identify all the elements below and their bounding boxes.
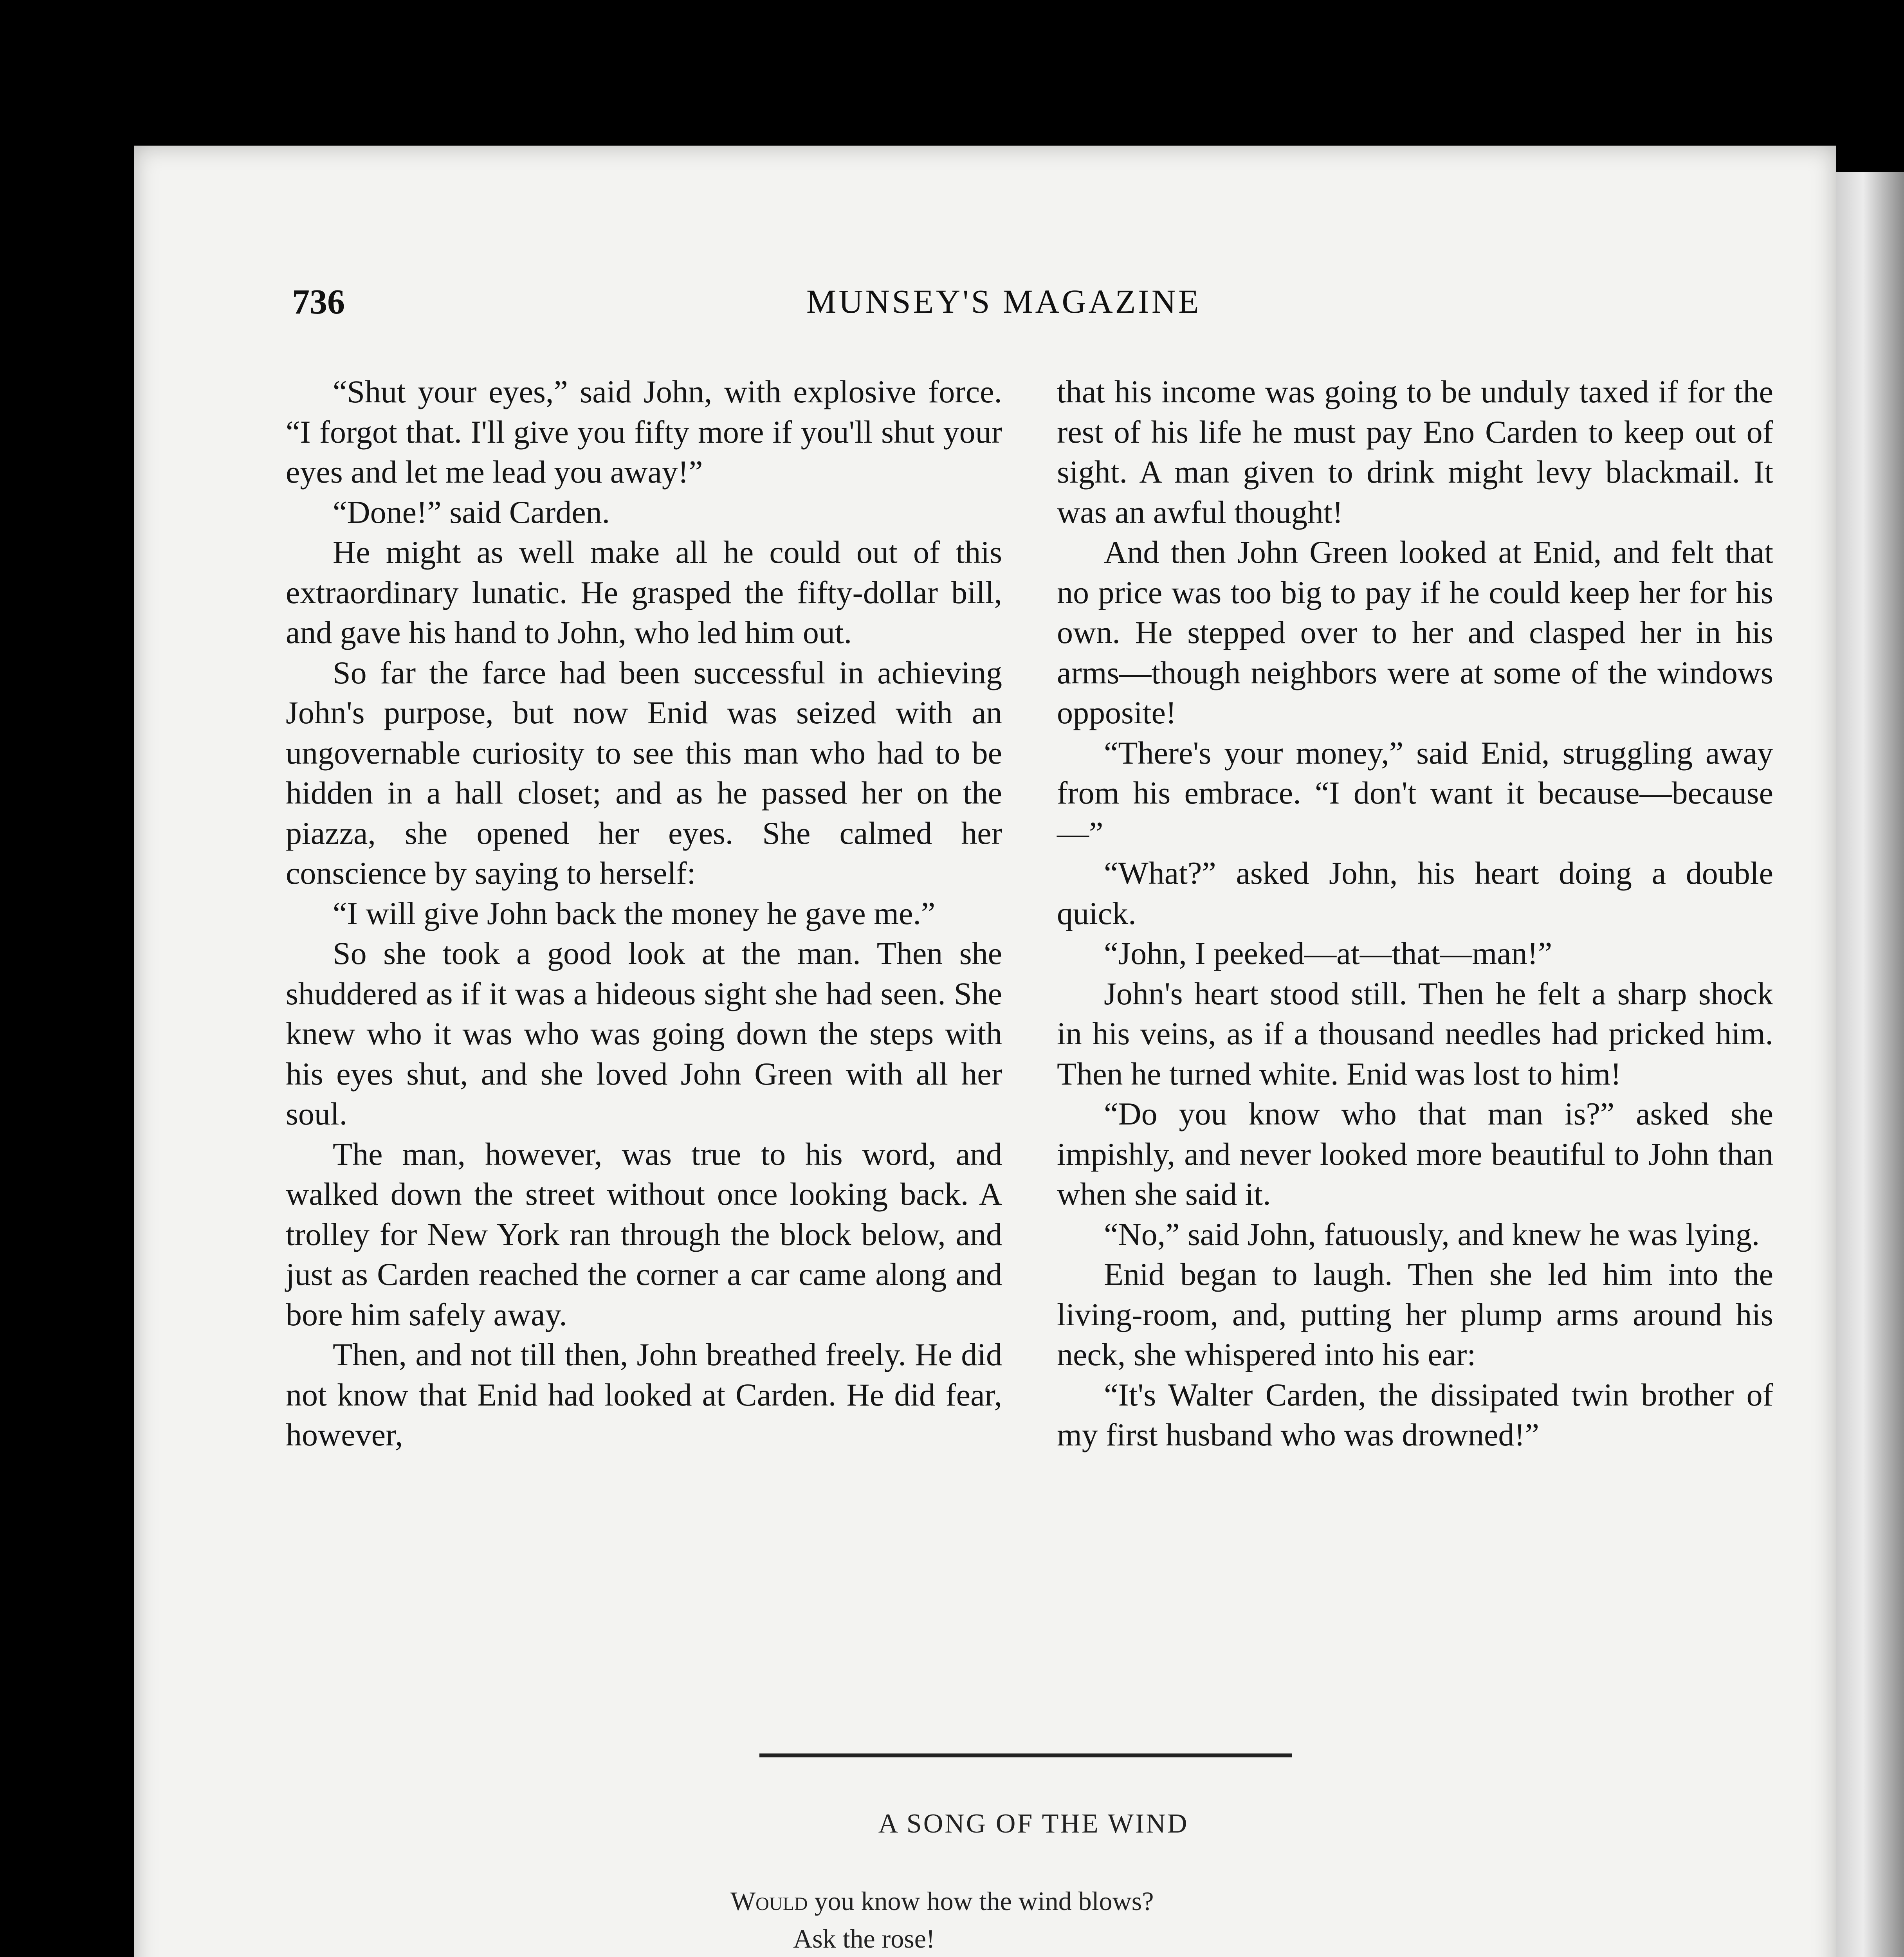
paragraph: “Shut your eyes,” said John, with explosive force. “I forgot that. I'll give you fifty more if you'll shut your eyes and let me lead you away!” <box>286 374 1002 490</box>
poem <box>730 1883 1281 1957</box>
paragraph: So far the farce had been successful in achieving John's purpose, but now Enid was seized with an ungovernable curiosity to see this man who had to be hidden in a hall closet; and as he passed her on the piazza, she opened her eyes. She calmed her conscience by saying to herself: <box>286 654 1002 891</box>
poem-line: Ask the rose! <box>793 1923 935 1953</box>
paragraph: “What?” asked John, his heart doing a double quick. <box>1057 855 1773 931</box>
paragraph: Then, and not till then, John breathed freely. He did not know that Enid had looked at Carden. He did fear, however, <box>286 1337 1002 1452</box>
paragraph: And then John Green looked at Enid, and felt that no price was too big to pay if he could keep her for his own. He stepped over to her and clasped her in his arms—though neighbors were at some of the windows opposite! <box>1057 534 1773 730</box>
paragraph-continuation: that his income was going to be unduly taxed if for the rest of his life he must pay Eno Carden to keep out of sight. A man given to drink might levy blackmail. It was an awful thought! <box>1057 374 1773 530</box>
paragraph: So she took a good look at the man. Then she shuddered as if it was a hideous sight she had seen. She knew who it was who was going down the steps with his eyes shut, and she loved John Green with all her soul. <box>286 935 1002 1132</box>
paragraph: “It's Walter Carden, the dissipated twin brother of my first husband who was drowned!” <box>1057 1377 1773 1452</box>
paragraph: “John, I peeked—at—that—man!” <box>1104 935 1552 971</box>
paragraph: John's heart stood still. Then he felt a sharp shock in his veins, as if a thousand needles had pricked him. Then he turned white. Enid was lost to him! <box>1057 975 1773 1092</box>
paragraph: Enid began to laugh. Then she led him into the living-room, and, putting her plump arms around his neck, she whispered into his ear: <box>1057 1256 1773 1372</box>
poem-line <box>730 1883 1281 1920</box>
paragraph: “I will give John back the money he gave me.” <box>333 895 936 931</box>
paragraph: “Do you know who that man is?” asked she impishly, and never looked more beautiful to John than when she said it. <box>1057 1096 1773 1212</box>
left-column <box>286 372 1002 1455</box>
next-page-edge <box>1836 172 1904 1957</box>
right-column <box>1057 372 1773 1455</box>
paragraph: He might as well make all he could out of this extraordinary lunatic. He grasped the fifty-dollar bill, and gave his hand to John, who led him out. <box>286 534 1002 650</box>
poem-line-text: you know how the wind blows? <box>808 1886 1154 1916</box>
section-divider <box>759 1753 1292 1757</box>
paragraph: “Done!” said Carden. <box>333 494 610 530</box>
stanza <box>730 1883 1281 1957</box>
running-head: MUNSEY'S MAGAZINE <box>806 283 1201 320</box>
paragraph: “No,” said John, fatuously, and knew he was lying. <box>1104 1216 1760 1252</box>
drop-word: Would <box>730 1886 808 1916</box>
paragraph: The man, however, was true to his word, and walked down the street without once looking back. A trolley for New York ran through the block below, and just as Carden reached the corner a car came along and bore him safely away. <box>286 1136 1002 1332</box>
poem-title: A SONG OF THE WIND <box>878 1809 1189 1839</box>
paragraph: “There's your money,” said Enid, struggling away from his embrace. “I don't want it because—because—” <box>1057 735 1773 851</box>
page-number: 736 <box>292 283 345 321</box>
